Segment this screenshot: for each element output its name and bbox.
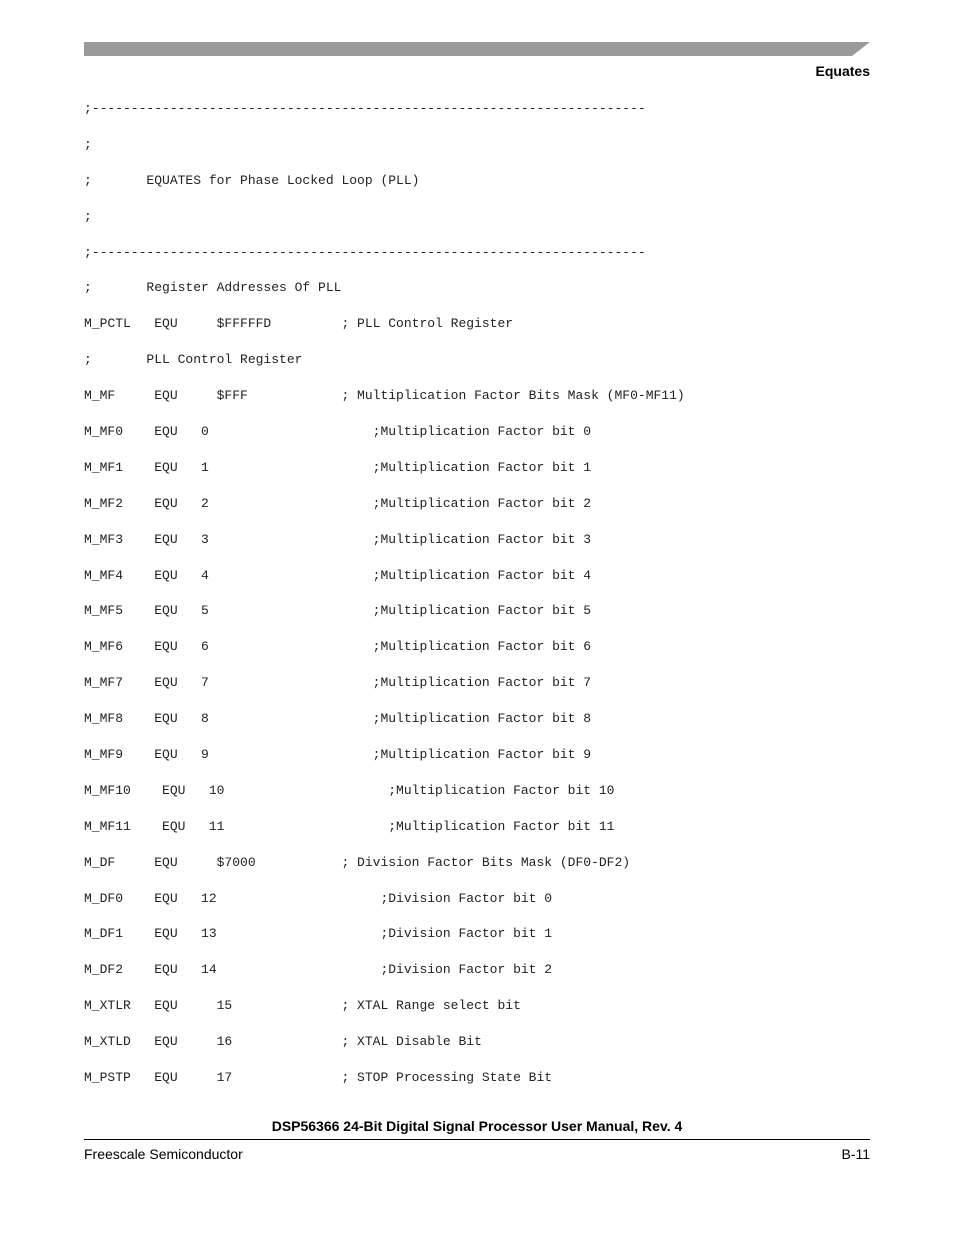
code-line: M_DF1 EQU 13 ;Division Factor bit 1 <box>84 926 553 942</box>
footer-title: DSP56366 24-Bit Digital Signal Processor User Manual, Rev. 4 <box>271 1118 683 1134</box>
code-line: M_MF8 EQU 8 ;Multiplication Factor bit 8 <box>84 711 592 727</box>
code-line: M_XTLD EQU 16 ; XTAL Disable Bit <box>84 1034 482 1050</box>
section-title: Equates <box>815 63 870 79</box>
page-number: B-11 <box>841 1146 870 1162</box>
code-line: M_DF0 EQU 12 ;Division Factor bit 0 <box>84 890 553 906</box>
footer-rule <box>84 1139 870 1140</box>
code-line: M_MF0 EQU 0 ;Multiplication Factor bit 0 <box>84 424 592 440</box>
code-line: M_XTLR EQU 15 ; XTAL Range select bit <box>84 998 521 1014</box>
code-line: M_MF4 EQU 4 ;Multiplication Factor bit 4 <box>84 567 592 583</box>
code-line: ;----------------------------------------------------------------------- <box>84 101 646 116</box>
code-line: ; Register Addresses Of PLL <box>84 280 342 296</box>
code-listing <box>84 100 874 1105</box>
code-line: M_MF3 EQU 3 ;Multiplication Factor bit 3 <box>84 531 592 547</box>
code-line: M_MF5 EQU 5 ;Multiplication Factor bit 5 <box>84 603 592 619</box>
code-line: ; <box>84 136 92 152</box>
code-line: ; <box>84 208 92 224</box>
code-line: ; PLL Control Register <box>84 352 303 368</box>
code-line: M_MF1 EQU 1 ;Multiplication Factor bit 1 <box>84 459 592 475</box>
code-line: M_DF2 EQU 14 ;Division Factor bit 2 <box>84 962 553 978</box>
code-line: ;----------------------------------------------------------------------- <box>84 244 646 260</box>
code-line: M_PSTP EQU 17 ; STOP Processing State Bit <box>84 1070 553 1086</box>
code-line: ; EQUATES for Phase Locked Loop (PLL) <box>84 172 420 188</box>
code-line: M_MF7 EQU 7 ;Multiplication Factor bit 7 <box>84 675 592 691</box>
code-line: M_MF10 EQU 10 ;Multiplication Factor bit 10 <box>84 782 615 798</box>
code-line: M_MF EQU $FFF ; Multiplication Factor Bits Mask (MF0-MF11) <box>84 388 685 404</box>
code-line: M_PCTL EQU $FFFFFD ; PLL Control Register <box>84 316 514 332</box>
code-line: M_MF9 EQU 9 ;Multiplication Factor bit 9 <box>84 747 592 763</box>
header-bar <box>84 42 870 56</box>
code-line: M_MF2 EQU 2 ;Multiplication Factor bit 2 <box>84 495 592 511</box>
code-line: M_DF EQU $7000 ; Division Factor Bits Mask (DF0-DF2) <box>84 854 631 870</box>
code-line: M_MF11 EQU 11 ;Multiplication Factor bit 11 <box>84 818 615 834</box>
code-line: M_MF6 EQU 6 ;Multiplication Factor bit 6 <box>84 639 592 655</box>
footer-publisher: Freescale Semiconductor <box>84 1146 243 1162</box>
